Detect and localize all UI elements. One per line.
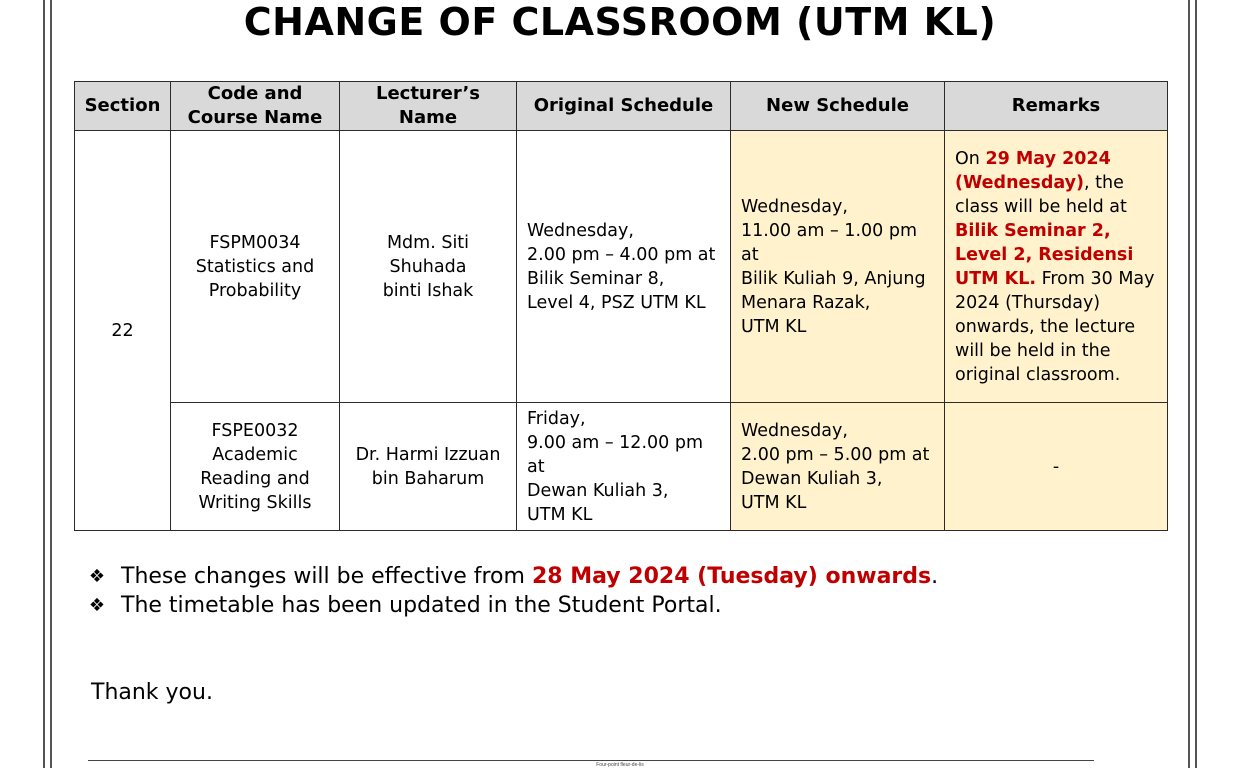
header-remarks: Remarks bbox=[945, 82, 1168, 131]
page-border-right-inner bbox=[1188, 0, 1190, 768]
remarks-date-highlight: 29 May 2024 (Wednesday) bbox=[955, 148, 1111, 193]
four-diamond-bullet-icon: ❖ bbox=[88, 566, 106, 587]
page-border-left-inner bbox=[50, 0, 52, 768]
original-schedule-cell: Wednesday, 2.00 pm – 4.00 pm at Bilik Seminar 8, Level 4, PSZ UTM KL bbox=[517, 131, 731, 403]
lecturer-cell: Mdm. Siti Shuhada binti Ishak bbox=[340, 131, 517, 403]
list-item: ❖ The timetable has been updated in the Student Portal. bbox=[86, 591, 938, 620]
page-title: CHANGE OF CLASSROOM (UTM KL) bbox=[243, 0, 997, 44]
header-section: Section bbox=[75, 82, 171, 131]
header-original-schedule: Original Schedule bbox=[517, 82, 731, 131]
header-lecturer: Lecturer’s Name bbox=[340, 82, 517, 131]
four-diamond-bullet-icon: ❖ bbox=[88, 595, 106, 616]
header-new-schedule: New Schedule bbox=[731, 82, 945, 131]
course-cell: FSPM0034 Statistics and Probability bbox=[171, 131, 340, 403]
remarks-cell: On 29 May 2024 (Wednesday), the class will be held at Bilik Seminar 2, Level 2, Residensi UTM KL. From 30 May 2024 (Thursday) onwards, the lecture will be held in the original classroom. bbox=[945, 131, 1168, 403]
course-cell: FSPE0032 Academic Reading and Writing Skills bbox=[171, 403, 340, 531]
table-row bbox=[75, 131, 1168, 403]
new-schedule-cell: Wednesday, 2.00 pm – 5.00 pm at Dewan Kuliah 3, UTM KL bbox=[731, 403, 945, 531]
notes-list bbox=[86, 562, 938, 620]
table-header-row bbox=[75, 82, 1168, 131]
page-border-right bbox=[1195, 0, 1197, 768]
page-border-left bbox=[43, 0, 45, 768]
new-schedule-cell: Wednesday, 11.00 am – 1.00 pm at Bilik Kuliah 9, Anjung Menara Razak, UTM KL bbox=[731, 131, 945, 403]
header-course: Code and Course Name bbox=[171, 82, 340, 131]
footer-text: Four-point fleur-de-lis bbox=[596, 762, 644, 768]
table-row bbox=[75, 403, 1168, 531]
remarks-cell: - bbox=[945, 403, 1168, 531]
effective-date-highlight: 28 May 2024 (Tuesday) onwards bbox=[531, 564, 932, 589]
original-schedule-cell: Friday, 9.00 am – 12.00 pm at Dewan Kuliah 3, UTM KL bbox=[517, 403, 731, 531]
remarks-venue-highlight: Bilik Seminar 2, Level 2, Residensi UTM KL. bbox=[955, 220, 1134, 289]
list-item: ❖ These changes will be effective from 28 May 2024 (Tuesday) onwards. bbox=[86, 562, 938, 591]
lecturer-cell: Dr. Harmi Izzuan bin Baharum bbox=[340, 403, 517, 531]
closing-text: Thank you. bbox=[91, 680, 213, 705]
section-cell: 22 bbox=[75, 131, 171, 531]
footer-divider bbox=[88, 760, 1094, 761]
schedule-table bbox=[74, 81, 1168, 531]
